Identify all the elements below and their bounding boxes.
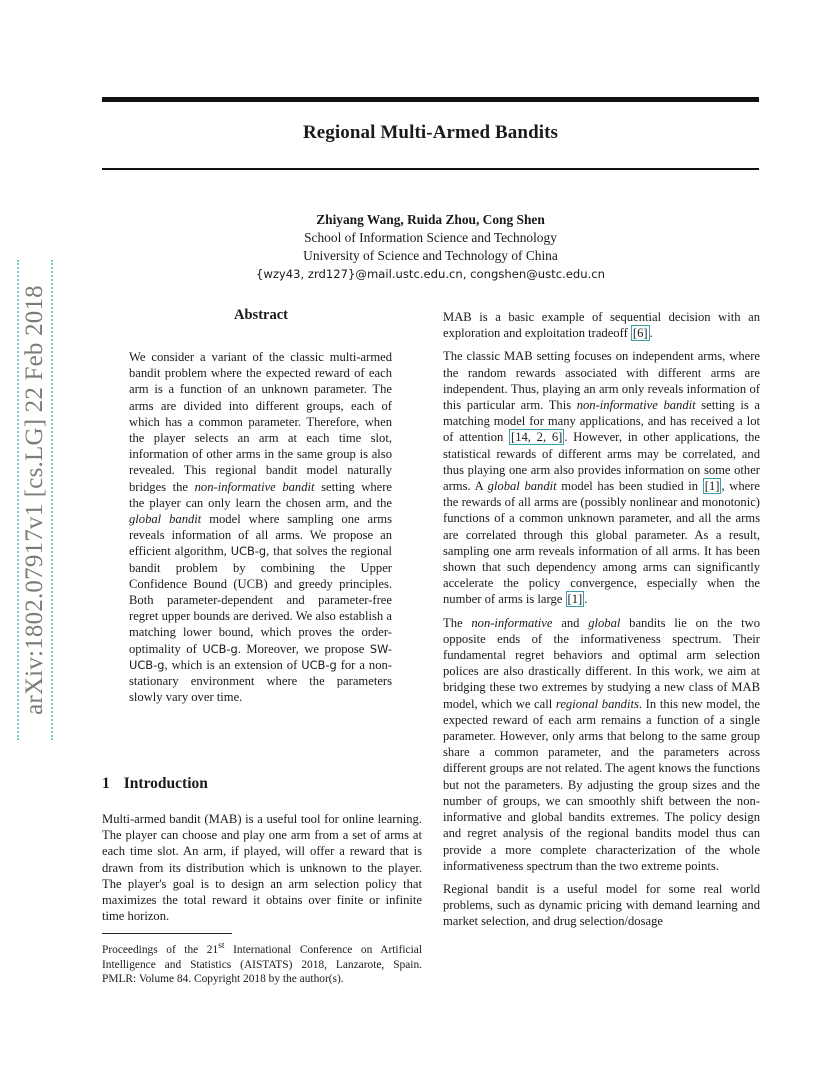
intro-paragraph xyxy=(102,811,422,924)
abstract-text: We consider a variant of the classic multi-armed bandit problem where the expected reward of each arm is a function of an unknown parameter. The arms are divided into different groups, each of which has a common parameter. Therefore, when the player selects an arm at each time slot, information of other arms in the same group is also revealed. This regional bandit model naturally bridges the xyxy=(129,350,392,494)
footnote-text xyxy=(102,939,422,987)
footnote xyxy=(102,939,422,987)
emphasis: non-informative bandit xyxy=(576,398,696,413)
algorithm-name: UCB-g xyxy=(202,641,238,656)
arxiv-stamp xyxy=(17,260,53,740)
abstract-text: , that solves the regional bandit problem by combining the Upper Confidence Bound (UCB) and greedy principles. Both parameter-dependent and parameter-free regret upper bounds are derived. We also establish a matching lower bound, which proves the order-optimality of xyxy=(129,544,392,656)
paragraph-text: . In this new model, the expected reward of each arm remains a function of a single parameter. However, only arms that belong to the same group share a common parameter, and the parameters across different groups are not related. The agent knows the functions but not the parameters. By adjusting the group sizes and the number of groups, we can smoothly shift between the non-informative and global bandits extremes. The policy design and regret analysis of the regional bandits model thus can provide a more complete characterization of the whole informativeness spectrum than the two extreme points. xyxy=(443,696,760,873)
algorithm-name: UCB-g xyxy=(301,657,337,672)
paragraph-text: . xyxy=(649,326,653,341)
citation-link[interactable]: [14, 2, 6] xyxy=(511,430,563,445)
emphasis: global bandit xyxy=(487,479,557,494)
right-column xyxy=(443,309,760,937)
abstract-text: setting where the player can only learn the chosen arm, and the xyxy=(129,479,392,510)
abstract-text: for a non-stationary environment where the parameters slowly vary over time. xyxy=(129,657,392,705)
citation-link[interactable]: [1] xyxy=(704,479,720,494)
emphasis: global xyxy=(588,615,621,630)
footnote-rule xyxy=(102,933,232,934)
algorithm-name: SW-UCB-g xyxy=(129,641,392,672)
abstract-emphasis: non-informative bandit xyxy=(194,479,315,494)
footnote-superscript: st xyxy=(218,941,225,951)
paragraph-text: model has been studied in xyxy=(556,479,703,494)
paragraph-text: . However, in other applications, the statistical rewards of different arms may be correlated, and thus playing one arm also provides information on some other arms. A xyxy=(443,430,760,494)
emphasis: regional bandits xyxy=(555,696,639,711)
title-bottom-rule xyxy=(102,168,759,170)
arxiv-stamp-text: arXiv:1802.07917v1 [cs.LG] 22 Feb 2018 xyxy=(21,285,48,715)
paragraph-text: and xyxy=(552,615,589,630)
author-emails: {wzy43, zrd127}@mail.ustc.edu.cn, congshen@ustc.edu.cn xyxy=(255,267,606,281)
abstract-text: . Moreover, we propose xyxy=(237,641,370,656)
title-top-rule xyxy=(102,97,759,102)
affiliation-school: School of Information Science and Technology xyxy=(304,230,557,245)
affiliation-university: University of Science and Technology of China xyxy=(303,248,558,263)
paragraph xyxy=(443,309,760,341)
abstract-body xyxy=(129,349,392,705)
paragraph-text: The classic MAB setting focuses on independent arms, where the random rewards associated with different arms are independent. Thus, playing an arm only reveals information of this particular arm. This xyxy=(443,349,760,413)
paragraph-text: MAB is a basic example of sequential decision with an exploration and exploitation tradeoff xyxy=(443,310,760,341)
footnote-part: Proceedings of the 21 xyxy=(102,943,219,956)
abstract-paragraph xyxy=(129,349,392,705)
algorithm-name: UCB-g xyxy=(230,544,267,559)
footnote-part: International Conference on Artificial Intelligence and Statistics (AISTATS) 2018, Lanzarote, Spain. PMLR: Volume 84. Copyright 2018 by the author(s). xyxy=(102,943,423,986)
section-heading-introduction xyxy=(102,775,208,793)
paragraph xyxy=(443,348,760,607)
paragraph-text: setting is a matching model for many applications, and has received a lot of attention xyxy=(443,398,760,445)
abstract-text: , which is an extension of xyxy=(164,657,302,672)
paragraph-text: The xyxy=(443,615,472,630)
citation-link[interactable]: [1] xyxy=(567,592,583,607)
section-number: 1 xyxy=(102,775,110,792)
paragraph: Regional bandit is a useful model for some real world problems, such as dynamic pricing with demand learning and market selection, and drug selection/dosage xyxy=(443,881,760,929)
section-title: Introduction xyxy=(123,775,208,792)
paragraph-text: , where the rewards of all arms are (possibly nonlinear and monotonic) functions of a common unknown parameter, and all the arms are correlated through this global parameter. As a result, sampling one arm reveals information of all arms. It has been shown that such dependency among arms can significantly accelerate the policy convergence, especially when the number of arms is large xyxy=(443,479,760,607)
paragraph-text: . xyxy=(584,592,588,607)
author-block xyxy=(102,211,759,283)
emphasis: non-informative xyxy=(471,615,553,630)
abstract-heading: Abstract xyxy=(234,307,288,323)
abstract-text: model where sampling one arms reveals information of all arms. We propose an efficient algorithm, xyxy=(129,512,392,559)
abstract-emphasis: global bandit xyxy=(129,512,202,527)
paragraph-text: bandits lie on the two opposite ends of the informativeness spectrum. Their fundamental regret behaviors and optimal arm selection polices are also drastically different. In this work, we aim at bridging these two extremes by studying a new class of MAB model, which we call xyxy=(443,615,760,711)
paper-title: Regional Multi-Armed Bandits xyxy=(302,122,559,143)
intro-paragraph-text: Multi-armed bandit (MAB) is a useful tool for online learning. The player can choose and play one arm from a set of arms at each time slot. An arm, if played, will offer a reward that is drawn from its distribution which is unknown to the player. The player's goal is to design an arm selection policy that maximizes the total reward it obtains over finite or infinite time horizon. xyxy=(102,812,422,924)
citation-link[interactable]: [6] xyxy=(632,326,648,341)
paragraph xyxy=(443,615,760,874)
author-names: Zhiyang Wang, Ruida Zhou, Cong Shen xyxy=(316,212,545,227)
